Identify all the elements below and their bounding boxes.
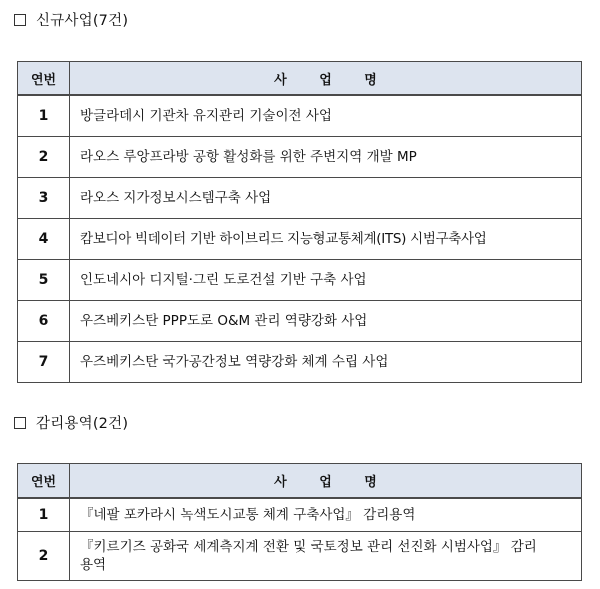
row-name: 라오스 루앙프라방 공항 활성화를 위한 주변지역 개발 MP xyxy=(70,137,582,178)
table-row xyxy=(18,178,582,219)
header-name: 사 업 명 xyxy=(70,62,582,96)
table-row xyxy=(18,95,582,137)
row-name: 우즈베키스탄 국가공간정보 역량강화 체계 수립 사업 xyxy=(70,342,582,383)
checkbox-square-icon xyxy=(14,14,26,26)
header-no: 연번 xyxy=(18,62,70,96)
section-title: 신규사업(7건) xyxy=(36,13,129,29)
header-name: 사 업 명 xyxy=(70,464,582,499)
checkbox-square-icon xyxy=(14,417,26,429)
row-no: 1 xyxy=(18,95,70,137)
new-projects-table xyxy=(17,61,582,383)
section-title: 감리용역(2건) xyxy=(36,416,129,432)
section-heading-supervision xyxy=(14,412,128,433)
row-name: 라오스 지가정보시스템구축 사업 xyxy=(70,178,582,219)
table-row xyxy=(18,260,582,301)
row-no: 1 xyxy=(18,498,70,532)
row-no: 4 xyxy=(18,219,70,260)
row-no: 6 xyxy=(18,301,70,342)
table-header-row xyxy=(18,62,582,96)
supervision-table xyxy=(17,463,582,581)
table-row xyxy=(18,532,582,581)
row-name: 우즈베키스탄 PPP도로 O&M 관리 역량강화 사업 xyxy=(70,301,582,342)
row-no: 2 xyxy=(18,532,70,581)
header-no: 연번 xyxy=(18,464,70,499)
row-name: 방글라데시 기관차 유지관리 기술이전 사업 xyxy=(70,95,582,137)
row-no: 3 xyxy=(18,178,70,219)
section-heading-new-projects xyxy=(14,9,128,30)
table-row xyxy=(18,342,582,383)
row-name: 『키르기즈 공화국 세계측지계 전환 및 국토정보 관리 선진화 시범사업』 감리용역 xyxy=(70,532,582,581)
table-row xyxy=(18,301,582,342)
row-name: 캄보디아 빅데이터 기반 하이브리드 지능형교통체계(ITS) 시범구축사업 xyxy=(70,219,582,260)
table-header-row xyxy=(18,464,582,499)
table-row xyxy=(18,219,582,260)
row-no: 2 xyxy=(18,137,70,178)
table-row xyxy=(18,498,582,532)
row-no: 5 xyxy=(18,260,70,301)
row-name: 인도네시아 디지털·그린 도로건설 기반 구축 사업 xyxy=(70,260,582,301)
row-no: 7 xyxy=(18,342,70,383)
table-row xyxy=(18,137,582,178)
row-name: 『네팔 포카라시 녹색도시교통 체계 구축사업』 감리용역 xyxy=(70,498,582,532)
